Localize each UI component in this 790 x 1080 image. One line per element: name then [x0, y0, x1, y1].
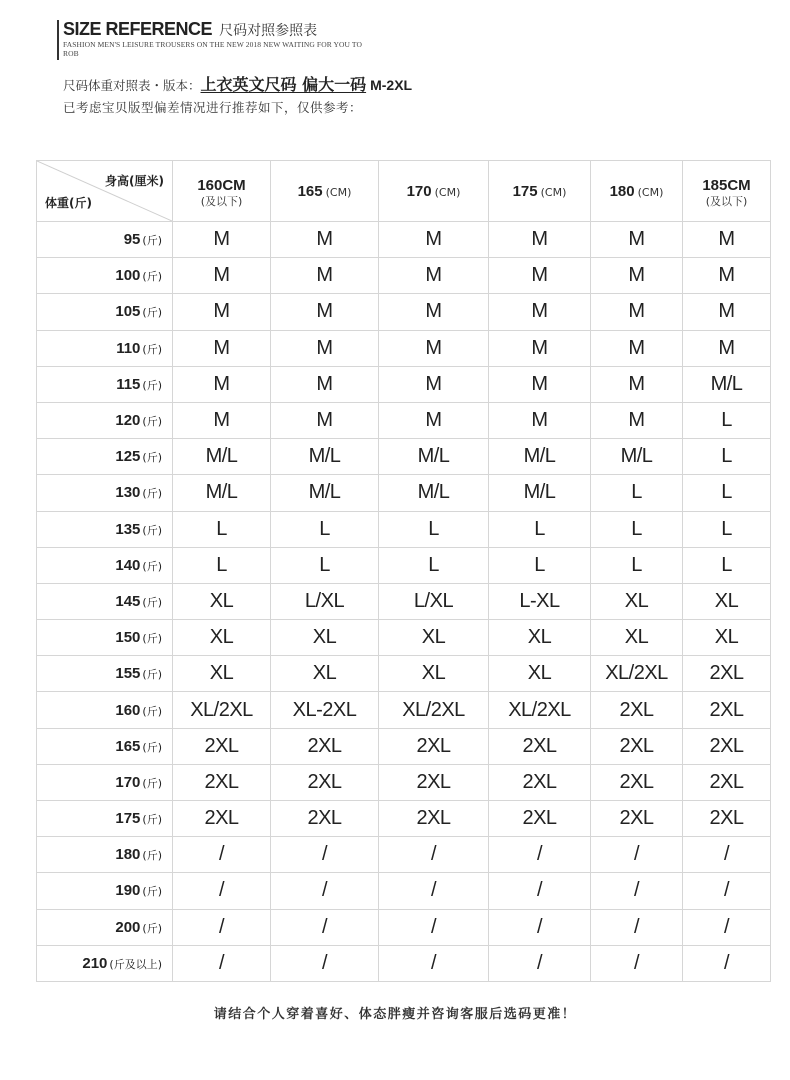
weight-unit: (斤) [142, 378, 162, 392]
height-unit: (CM) [434, 186, 461, 199]
weight-cell [37, 801, 173, 837]
weight-cell [37, 330, 173, 366]
weight-cell [37, 873, 173, 909]
weight-unit: (斤) [142, 704, 162, 718]
size-cell: 2XL [379, 728, 489, 764]
size-cell: M [271, 258, 379, 294]
table-row [37, 764, 771, 800]
subtitle: FASHION MEN'S LEISURE TROUSERS ON THE NEW 2018 NEW WAITING FOR YOU TO ROB [63, 40, 362, 58]
size-cell: / [591, 873, 683, 909]
size-cell: M/L [271, 439, 379, 475]
size-cell: XL/2XL [591, 656, 683, 692]
size-cell: XL [591, 583, 683, 619]
size-cell: 2XL [379, 764, 489, 800]
corner-weight-label: 体重(斤) [45, 196, 92, 210]
weight-unit: (斤及以上) [109, 957, 162, 971]
weight-unit: (斤) [142, 595, 162, 609]
recommendation-note: 已考虑宝贝版型偏差情况进行推荐如下，仅供参考： [63, 100, 363, 115]
size-cell: M/L [683, 366, 771, 402]
size-cell: M [173, 222, 271, 258]
size-cell: XL/2XL [489, 692, 591, 728]
weight-unit: (斤) [142, 342, 162, 356]
version-highlight: 上衣英文尺码 偏大一码 [200, 75, 367, 94]
size-cell: XL [173, 583, 271, 619]
table-row [37, 294, 771, 330]
height-value: 185CM [702, 176, 751, 194]
size-cell: M/L [379, 439, 489, 475]
weight-value: 155 [115, 665, 141, 683]
version-label: 尺码体重对照表・版本： [63, 78, 201, 93]
size-cell: M [271, 294, 379, 330]
size-cell: M [591, 402, 683, 438]
weight-unit: (斤) [142, 523, 162, 537]
size-cell: L [683, 475, 771, 511]
size-cell: XL [683, 620, 771, 656]
weight-cell [37, 728, 173, 764]
height-value: 165 [297, 183, 323, 200]
size-cell: L [683, 511, 771, 547]
size-cell: / [683, 837, 771, 873]
size-cell: 2XL [591, 728, 683, 764]
size-cell: L [173, 547, 271, 583]
weight-value: 105 [115, 303, 141, 321]
size-cell: M [683, 258, 771, 294]
size-cell: L [683, 547, 771, 583]
weight-cell [37, 402, 173, 438]
size-cell: / [271, 945, 379, 981]
weight-value: 140 [115, 556, 141, 574]
height-column-header [271, 161, 379, 222]
size-cell: XL/2XL [173, 692, 271, 728]
header-row [37, 161, 771, 222]
weight-value: 135 [115, 520, 141, 538]
size-cell: XL [489, 620, 591, 656]
weight-cell [37, 692, 173, 728]
weight-cell [37, 475, 173, 511]
size-cell: 2XL [271, 728, 379, 764]
size-cell: XL/2XL [379, 692, 489, 728]
size-cell: L/XL [271, 583, 379, 619]
table-row [37, 620, 771, 656]
size-cell: / [379, 837, 489, 873]
weight-cell [37, 547, 173, 583]
size-cell: M [173, 402, 271, 438]
weight-value: 100 [115, 267, 141, 285]
weight-cell [37, 909, 173, 945]
height-unit: (CM) [325, 186, 352, 199]
size-cell: M [683, 330, 771, 366]
size-cell: / [271, 837, 379, 873]
weight-value: 150 [115, 629, 141, 647]
weight-unit: (斤) [142, 415, 162, 429]
height-unit: (CM) [637, 186, 664, 199]
weight-value: 160 [115, 701, 141, 719]
size-cell: XL [173, 620, 271, 656]
size-cell: M [173, 330, 271, 366]
size-cell: M [489, 294, 591, 330]
table-row [37, 692, 771, 728]
table-row [37, 511, 771, 547]
size-cell: / [683, 945, 771, 981]
size-cell: 2XL [489, 728, 591, 764]
weight-value: 145 [115, 592, 141, 610]
size-cell: / [173, 945, 271, 981]
size-cell: M/L [489, 439, 591, 475]
corner-diagonal-line [37, 161, 172, 221]
table-row [37, 366, 771, 402]
size-cell: XL [271, 656, 379, 692]
size-cell: M [379, 258, 489, 294]
size-cell: M [271, 222, 379, 258]
title-english: SIZE REFERENCE [63, 19, 213, 39]
weight-value: 210 [82, 954, 108, 972]
size-cell: L [683, 439, 771, 475]
size-cell: XL-2XL [271, 692, 379, 728]
size-cell: L [271, 547, 379, 583]
size-cell: L [271, 511, 379, 547]
weight-value: 180 [115, 846, 141, 864]
size-cell: M [379, 294, 489, 330]
table-row [37, 837, 771, 873]
weight-unit: (斤) [142, 740, 162, 754]
weight-unit: (斤) [142, 776, 162, 790]
height-column-header [683, 161, 771, 222]
weight-value: 125 [115, 448, 141, 466]
size-cell: / [379, 945, 489, 981]
size-cell: 2XL [173, 764, 271, 800]
size-cell: 2XL [683, 728, 771, 764]
table-row [37, 402, 771, 438]
height-qualifier: (及以下) [200, 194, 243, 208]
size-cell: M [591, 366, 683, 402]
weight-value: 130 [115, 484, 141, 502]
weight-cell [37, 837, 173, 873]
size-cell: / [173, 873, 271, 909]
weight-unit: (斤) [142, 813, 162, 827]
size-cell: XL [683, 583, 771, 619]
size-cell: M/L [271, 475, 379, 511]
size-cell: M [591, 222, 683, 258]
size-cell: 2XL [271, 801, 379, 837]
table-row [37, 656, 771, 692]
weight-unit: (斤) [142, 632, 162, 646]
table-row [37, 909, 771, 945]
size-cell: L [173, 511, 271, 547]
size-cell: / [271, 909, 379, 945]
table-row [37, 728, 771, 764]
version-line [63, 72, 412, 95]
title-accent-bar [57, 20, 59, 60]
size-cell: M [379, 366, 489, 402]
table-row [37, 258, 771, 294]
height-column-header [591, 161, 683, 222]
size-cell: 2XL [683, 764, 771, 800]
weight-value: 190 [115, 882, 141, 900]
size-cell: / [271, 873, 379, 909]
size-cell: L [591, 547, 683, 583]
size-cell: L [683, 402, 771, 438]
weight-cell [37, 945, 173, 981]
footer-note: 请结合个人穿着喜好、体态胖瘦并咨询客服后选码更准！ [213, 1007, 577, 1022]
size-cell: XL [379, 620, 489, 656]
size-cell: XL [489, 656, 591, 692]
size-cell: M/L [173, 439, 271, 475]
height-value: 180 [609, 183, 635, 200]
size-cell: / [683, 873, 771, 909]
weight-cell [37, 511, 173, 547]
weight-unit: (斤) [142, 270, 162, 284]
weight-value: 120 [115, 412, 141, 430]
size-cell: M [271, 402, 379, 438]
size-cell: M [271, 366, 379, 402]
size-cell: / [173, 837, 271, 873]
size-cell: M [173, 294, 271, 330]
size-cell: L [489, 511, 591, 547]
weight-unit: (斤) [142, 234, 162, 248]
weight-cell [37, 258, 173, 294]
size-cell: M [591, 330, 683, 366]
size-cell: / [379, 873, 489, 909]
size-cell: M [489, 366, 591, 402]
table-row [37, 475, 771, 511]
weight-unit: (斤) [142, 559, 162, 573]
size-cell: / [489, 873, 591, 909]
size-cell: XL [271, 620, 379, 656]
size-cell: XL [591, 620, 683, 656]
weight-unit: (斤) [142, 668, 162, 682]
size-cell: M [683, 294, 771, 330]
corner-header-cell [37, 161, 173, 222]
size-cell: 2XL [591, 764, 683, 800]
weight-cell [37, 294, 173, 330]
size-cell: 2XL [379, 801, 489, 837]
size-cell: / [591, 909, 683, 945]
size-cell: M [173, 258, 271, 294]
table-row [37, 583, 771, 619]
weight-cell [37, 439, 173, 475]
size-cell: L [379, 547, 489, 583]
height-column-header [173, 161, 271, 222]
weight-unit: (斤) [142, 306, 162, 320]
size-cell: / [683, 909, 771, 945]
size-cell: M/L [591, 439, 683, 475]
size-cell: 2XL [683, 692, 771, 728]
size-cell: M [489, 222, 591, 258]
size-cell: 2XL [489, 801, 591, 837]
size-cell: M [489, 402, 591, 438]
size-cell: M/L [173, 475, 271, 511]
size-cell: 2XL [591, 692, 683, 728]
size-cell: M/L [379, 475, 489, 511]
table-row [37, 439, 771, 475]
size-cell: 2XL [683, 656, 771, 692]
weight-unit: (斤) [142, 451, 162, 465]
size-cell: M [591, 258, 683, 294]
size-cell: M [683, 222, 771, 258]
weight-value: 175 [115, 810, 141, 828]
size-cell: M [379, 330, 489, 366]
size-cell: M [591, 294, 683, 330]
table-row [37, 330, 771, 366]
title-chinese: 尺码对照参照表 [219, 23, 318, 39]
size-chart-table [36, 160, 771, 982]
size-cell: M [489, 258, 591, 294]
size-cell: L-XL [489, 583, 591, 619]
corner-height-label: 身高(厘米) [105, 174, 164, 188]
height-value: 160CM [197, 176, 246, 194]
weight-unit: (斤) [142, 921, 162, 935]
size-cell: L/XL [379, 583, 489, 619]
table-row [37, 547, 771, 583]
size-cell: M [379, 222, 489, 258]
size-cell: XL [379, 656, 489, 692]
weight-value: 200 [115, 918, 141, 936]
size-cell: L [591, 475, 683, 511]
size-cell: / [173, 909, 271, 945]
weight-value: 95 [123, 231, 141, 249]
size-cell: / [489, 837, 591, 873]
size-cell: 2XL [271, 764, 379, 800]
weight-value: 110 [116, 339, 141, 357]
weight-cell [37, 764, 173, 800]
height-value: 170 [406, 183, 432, 200]
size-cell: XL [173, 656, 271, 692]
weight-value: 165 [115, 737, 141, 755]
table-row [37, 801, 771, 837]
weight-cell [37, 222, 173, 258]
size-cell: 2XL [173, 801, 271, 837]
weight-value: 115 [116, 375, 141, 393]
weight-value: 170 [115, 773, 141, 791]
size-cell: M [173, 366, 271, 402]
size-cell: / [489, 945, 591, 981]
size-cell: L [379, 511, 489, 547]
page-title [63, 19, 317, 40]
size-cell: 2XL [489, 764, 591, 800]
version-range: M-2XL [370, 77, 413, 93]
size-cell: / [591, 945, 683, 981]
size-cell: M [379, 402, 489, 438]
size-cell: M/L [489, 475, 591, 511]
size-cell: / [379, 909, 489, 945]
size-cell: / [489, 909, 591, 945]
height-qualifier: (及以下) [705, 194, 748, 208]
size-cell: L [489, 547, 591, 583]
table-row [37, 222, 771, 258]
size-cell: / [591, 837, 683, 873]
size-cell: 2XL [591, 801, 683, 837]
table-row [37, 873, 771, 909]
height-column-header [489, 161, 591, 222]
size-cell: M [271, 330, 379, 366]
weight-cell [37, 583, 173, 619]
height-unit: (CM) [540, 186, 567, 199]
size-cell: 2XL [173, 728, 271, 764]
weight-cell [37, 620, 173, 656]
size-cell: 2XL [683, 801, 771, 837]
table-row [37, 945, 771, 981]
height-value: 175 [512, 183, 538, 200]
size-cell: M [489, 330, 591, 366]
weight-cell [37, 656, 173, 692]
height-column-header [379, 161, 489, 222]
weight-cell [37, 366, 173, 402]
weight-unit: (斤) [142, 885, 162, 899]
weight-unit: (斤) [142, 849, 162, 863]
size-cell: L [591, 511, 683, 547]
weight-unit: (斤) [142, 487, 162, 501]
